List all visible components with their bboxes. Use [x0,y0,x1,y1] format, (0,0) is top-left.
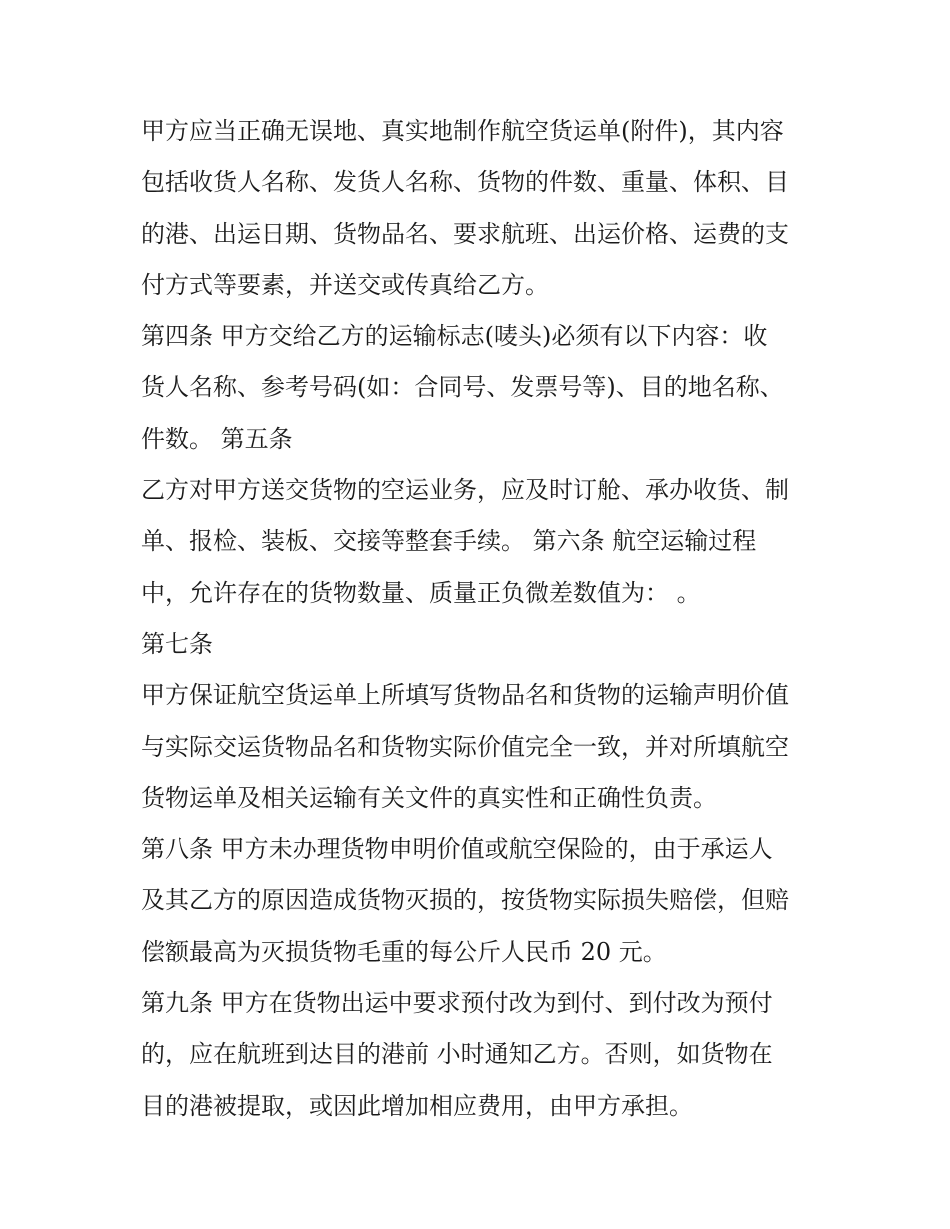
text-line: 第七条 [141,629,213,658]
text-line: 货人名称、参考号码(如：合同号、发票号等)、目的地名称、 [141,373,784,402]
text-line: 目的港被提取，或因此增加相应费用，由甲方承担。 [141,1091,693,1120]
text-line: 与实际交运货物品名和货物实际价值完全一致，并对所填航空 [141,732,789,761]
text-line: 第九条 甲方在货物出运中要求预付改为到付、到付改为预付 [141,989,773,1018]
text-line: 的港、出运日期、货物品名、要求航班、出运价格、运费的支 [141,219,789,248]
text-line: 第四条 甲方交给乙方的运输标志(唛头)必须有以下内容：收 [141,322,768,351]
text-line: 单、报检、装板、交接等整套手续。 第六条 航空运输过程 [141,527,757,556]
text-line: 及其乙方的原因造成货物灭损的，按货物实际损失赔偿，但赔 [141,886,789,915]
text-line: 甲方应当正确无误地、真实地制作航空货运单(附件)，其内容 [141,117,784,145]
text-line: 乙方对甲方送交货物的空运业务，应及时订舱、承办收货、制 [141,476,789,505]
text-line: 甲方保证航空货运单上所填写货物品名和货物的运输声明价值 [141,681,789,710]
text-line: 的，应在航班到达目的港前 小时通知乙方。否则，如货物在 [141,1040,773,1069]
text-line: 付方式等要素，并送交或传真给乙方。 [141,270,549,299]
text-line: 货物运单及相关运输有关文件的真实性和正确性负责。 [141,783,717,812]
text-line: 第八条 甲方未办理货物申明价值或航空保险的，由于承运人 [141,835,773,864]
document-body [141,106,821,1132]
text-line: 中，允许存在的货物数量、质量正负微差数值为： 。 [141,578,701,607]
text-line: 包括收货人名称、发货人名称、货物的件数、重量、体积、目 [141,168,789,197]
text-line: 件数。 第五条 [141,424,293,453]
text-line: 偿额最高为灭损货物毛重的每公斤人民币 20 元。 [141,937,667,966]
